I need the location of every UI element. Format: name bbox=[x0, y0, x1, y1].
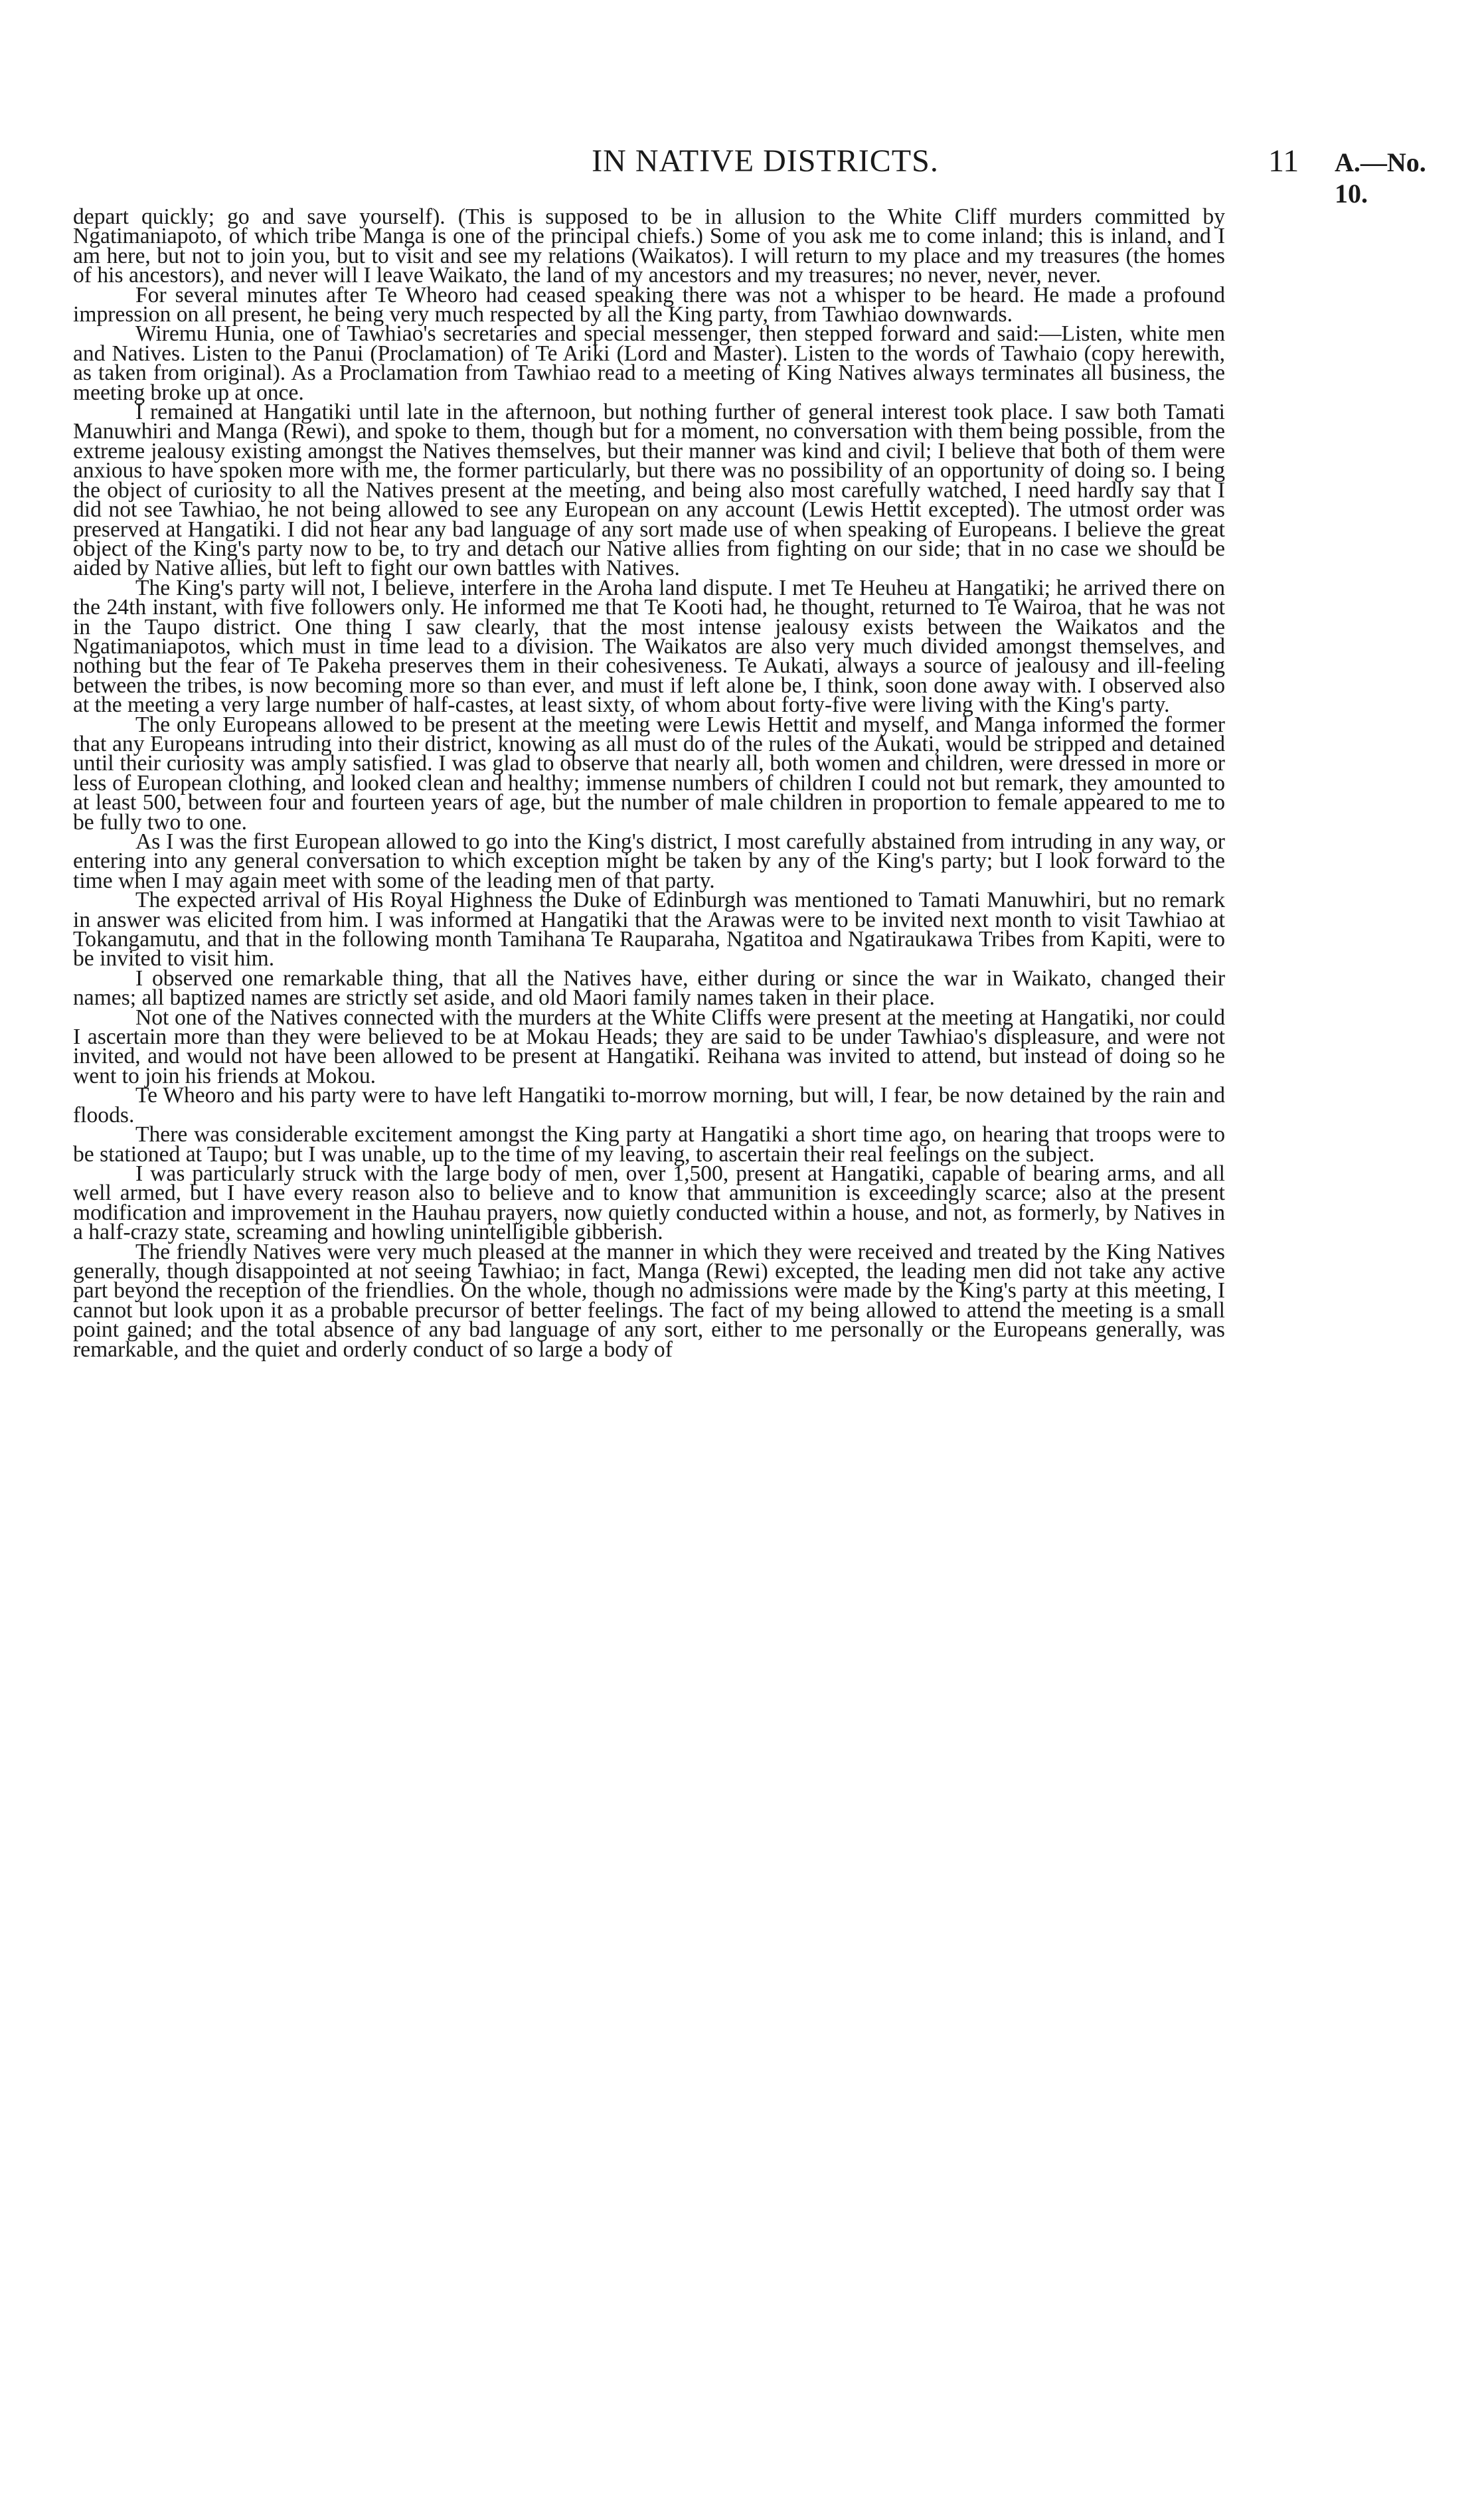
paragraph: I was particularly struck with the large body of men, over 1,500, present at Hangatiki, capable of bearing arms, and all well armed, but I have every reason also to believe and to know that ammunition is exceedingly scarce; also at the present modification and improvement in the Hauhau prayers, now quietly conducted within a house, and not, as formerly, by Natives in a half-crazy state, screaming and howling unintelligible gibberish. bbox=[73, 1161, 1225, 1245]
paragraph: I observed one remarkable thing, that all the Natives have, either during or since the war in Waikato, changed their names; all baptized names are strictly set aside, and old Maori family names taken in their place. bbox=[73, 965, 1225, 1011]
body-text bbox=[73, 205, 1225, 1362]
page-header bbox=[73, 143, 1457, 208]
paragraph: Te Wheoro and his party were to have left Hangatiki to-morrow morning, but will, I fear, be now detained by the rain and floods. bbox=[73, 1083, 1225, 1127]
paper-reference: A.—No. 10. bbox=[1335, 147, 1426, 208]
running-title: IN NATIVE DISTRICTS. bbox=[592, 143, 939, 179]
paragraph: Not one of the Natives connected with the murders at the White Cliffs were present at the meeting at Hangatiki, nor could I ascertain more than they were believed to be at Mokau Heads; they are said to be under Tawhiao's displeasure, and were not invited, and would not have been allowed to be present at Hangatiki. Reihana was invited to attend, but instead of doing so he went to join his friends at Mokou. bbox=[73, 1005, 1225, 1088]
paragraph: The only Europeans allowed to be present at the meeting were Lewis Hettit and myself, and Manga informed the former that any Europeans intruding into their district, knowing as all must do of the rules of the Aukati, would be stripped and detained until their curiosity was amply satisfied. I was glad to observe that nearly all, both women and children, were dressed in more or less of European clothing, and looked clean and healthy; immense numbers of children I could not but remark, they amounted to at least 500, between four and fourteen years of age, but the number of male children in proportion to female appeared to me to be fully two to one. bbox=[73, 712, 1225, 835]
paragraph: depart quickly; go and save yourself). (This is supposed to be in allusion to the White Cliff murders committed by Ngatimaniapoto, of which tribe Manga is one of the principal chiefs.) Some of you ask me to come inland; this is inland, and I am here, but not to join you, but to visit and see my relations (Waikatos). I will return to my place and my treasures (the homes of his ancestors), and never will I leave Waikato, the land of my ancestors and my treasures; no never, never, never. bbox=[73, 205, 1225, 288]
paragraph: I remained at Hangatiki until late in the afternoon, but nothing further of general interest took place. I saw both Tamati Manuwhiri and Manga (Rewi), and spoke to them, though but for a moment, no conversation with them being possible, from the extreme jealousy existing amongst the Natives themselves, but their manner was kind and civil; I believe that both of them were anxious to have spoken more with me, the former particularly, but there was no possibility of an opportunity of doing so. I being the object of curiosity to all the Natives present at the meeting, and being also most carefully watched, I need hardly say that I did not see Tawhiao, he not being allowed to see any European on any account (Lewis Hettit excepted). The utmost order was preserved at Hangatiki. I did not hear any bad language of any sort made use of when speaking of Europeans. I believe the great object of the King's party now to be, to try and detach our Native allies from fighting on our side; that in no case we should be aided by Native allies, but left to fight our own battles with Natives. bbox=[73, 400, 1225, 581]
paragraph: As I was the first European allowed to go into the King's district, I most carefully abstained from intruding in any way, or entering into any general conversation to which exception might be taken by any of the King's party; but I look forward to the time when I may again meet with some of the leading men of that party. bbox=[73, 829, 1225, 893]
paragraph: For several minutes after Te Wheoro had ceased speaking there was not a whisper to be heard. He made a profound impression on all present, he being very much respected by all the King party, from Tawhiao downwards. bbox=[73, 282, 1225, 327]
page-number: 11 bbox=[1268, 143, 1299, 179]
paragraph: There was considerable excitement amongst the King party at Hangatiki a short time ago, on hearing that troops were to be stationed at Taupo; but I was unable, up to the time of my leaving, to ascertain their real feelings on the subject. bbox=[73, 1122, 1225, 1167]
paragraph: The expected arrival of His Royal Highness the Duke of Edinburgh was mentioned to Tamati Manuwhiri, but no remark in answer was elicited from him. I was informed at Hangatiki that the Arawas were to be invited next month to visit Tawhiao at Tokangamutu, and that in the following month Tamihana Te Rauparaha, Ngatitoa and Ngatiraukawa Tribes from Kapiti, were to be invited to visit him. bbox=[73, 888, 1225, 971]
paragraph: Wiremu Hunia, one of Tawhiao's secretaries and special messenger, then stepped forward and said:—Listen, white men and Natives. Listen to the Panui (Proclamation) of Te Ariki (Lord and Master). Listen to the words of Tawhaio (copy herewith, as taken from original). As a Proclamation from Tawhiao read to a meeting of King Natives always terminates all business, the meeting broke up at once. bbox=[73, 321, 1225, 405]
paragraph: The King's party will not, I believe, interfere in the Aroha land dispute. I met Te Heuheu at Hangatiki; he arrived there on the 24th instant, with five followers only. He informed me that Te Kooti had, he thought, returned to Te Wairoa, that he was not in the Taupo district. One thing I saw clearly, that the most intense jealousy exists between the Waikatos and the Ngatimaniapotos, which must in time lead to a division. The Waikatos are also very much divided amongst themselves, and nothing but the fear of Te Pakeha preserves them in their cohesiveness. Te Aukati, always a source of jealousy and ill-feeling between the tribes, is now becoming more so than ever, and must if left alone be, I think, soon done away with. I observed also at the meeting a very large number of half-castes, at least sixty, of whom about forty-five were living with the King's party. bbox=[73, 575, 1225, 718]
paragraph: The friendly Natives were very much pleased at the manner in which they were received and treated by the King Natives generally, though disappointed at not seeing Tawhiao; in fact, Manga (Rewi) excepted, the leading men did not take any active part beyond the reception of the friendlies. On the whole, though no admissions were made by the King's party at this meeting, I cannot but look upon it as a probable precursor of better feelings. The fact of my being allowed to attend the meeting is a small point gained; and the total absence of any bad language of any sort, either to me personally or the Europeans generally, was remarkable, and the quiet and orderly conduct of so large a body of bbox=[73, 1239, 1225, 1362]
